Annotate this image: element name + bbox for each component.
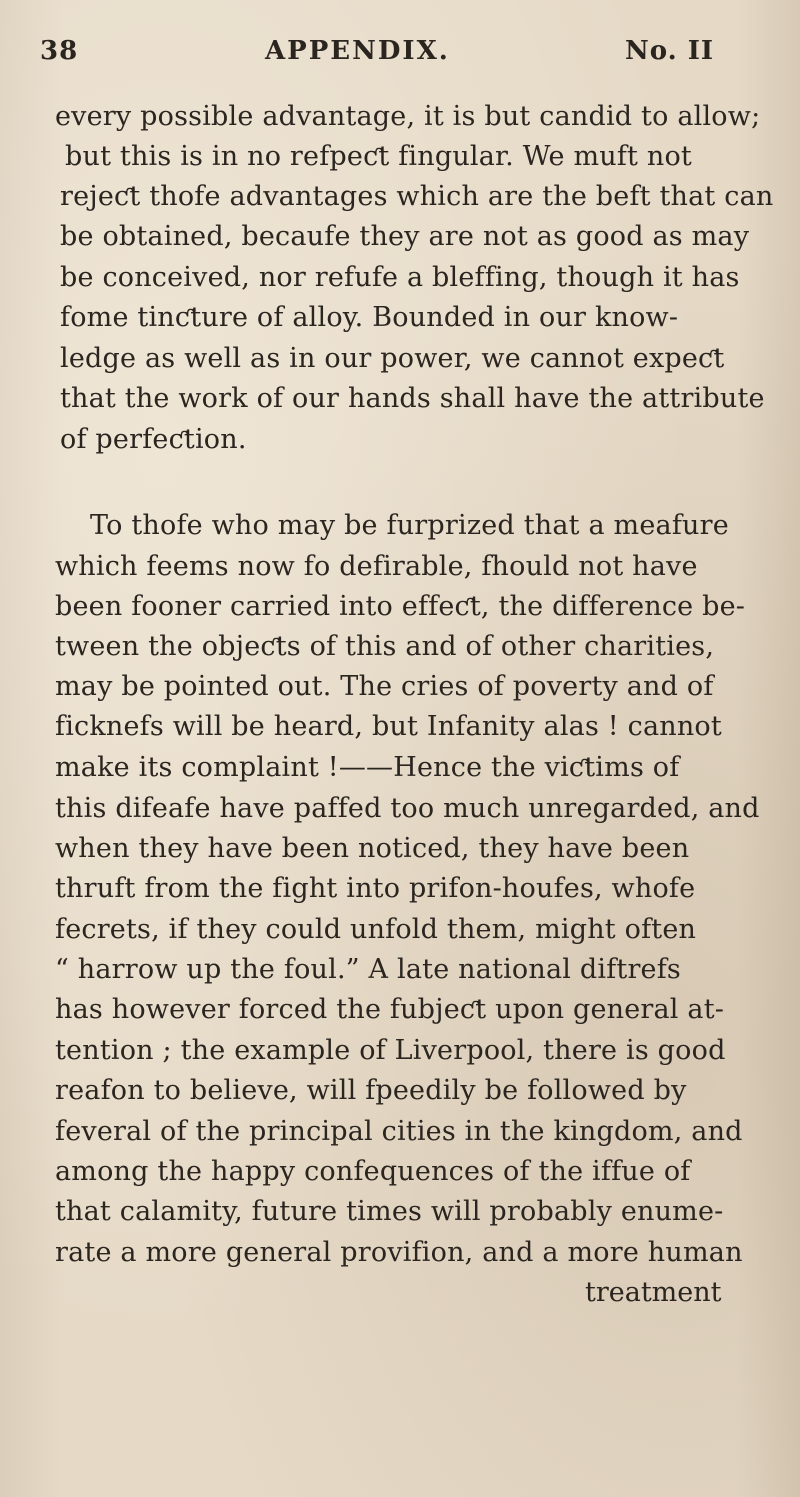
text-line: of perfeƈtion.: [60, 424, 247, 455]
text-line: tention ; the example of Liverpool, there is good: [55, 1035, 726, 1066]
text-line: when they have been noticed, they have been: [55, 833, 690, 864]
text-line: be conceived, nor refufe a bleffing, though it has: [60, 262, 740, 293]
text-line: which feems now fo defirable, fhould not have: [55, 551, 698, 582]
text-line: that calamity, future times will probably enume-: [55, 1196, 724, 1227]
text-line: fecrets, if they could unfold them, might often: [55, 914, 697, 945]
text-line: make its complaint !——Hence the viƈtims of: [55, 752, 680, 783]
text-line: To thofe who may be furprized that a meafure: [90, 510, 729, 541]
page-header: [40, 36, 760, 76]
text-line: reafon to believe, will fpeedily be followed by: [55, 1075, 687, 1106]
text-line: thruft from the fight into prifon-houfes, whofe: [55, 873, 696, 904]
text-line: been fooner carried into effeƈt, the difference be-: [55, 591, 746, 622]
text-line: fome tinƈture of alloy. Bounded in our know-: [60, 302, 679, 333]
page-number: 38: [40, 36, 79, 66]
text-line: this difeafe have paffed too much unregarded, and: [55, 793, 760, 824]
section-number: No. II: [625, 36, 715, 66]
text-line: has however forced the fubjeƈt upon general at-: [55, 994, 725, 1025]
text-line: feveral of the principal cities in the kingdom, and: [55, 1116, 743, 1147]
text-line: ficknefs will be heard, but Infanity alas ! cannot: [55, 711, 722, 742]
text-line: may be pointed out. The cries of poverty and of: [55, 671, 714, 702]
text-line: among the happy confequences of the iffue of: [55, 1156, 691, 1187]
text-line: rate a more general provifion, and a more human: [55, 1237, 743, 1268]
text-line: every possible advantage, it is but candid to allow;: [55, 101, 761, 132]
text-line: that the work of our hands shall have the attribute: [60, 383, 765, 414]
text-line: tween the objeƈts of this and of other charities,: [55, 631, 715, 662]
text-line: ledge as well as in our power, we cannot expeƈt: [60, 343, 725, 374]
text-line: be obtained, becaufe they are not as good as may: [60, 221, 750, 252]
text-line: rejeƈt thofe advantages which are the beft that can: [60, 181, 774, 212]
running-head: APPENDIX.: [265, 36, 450, 66]
text-line: but this is in no refpeƈt fingular. We muft not: [65, 141, 692, 172]
catchword: treatment: [585, 1277, 722, 1308]
text-line: “ harrow up the foul.” A late national diftrefs: [55, 954, 681, 985]
